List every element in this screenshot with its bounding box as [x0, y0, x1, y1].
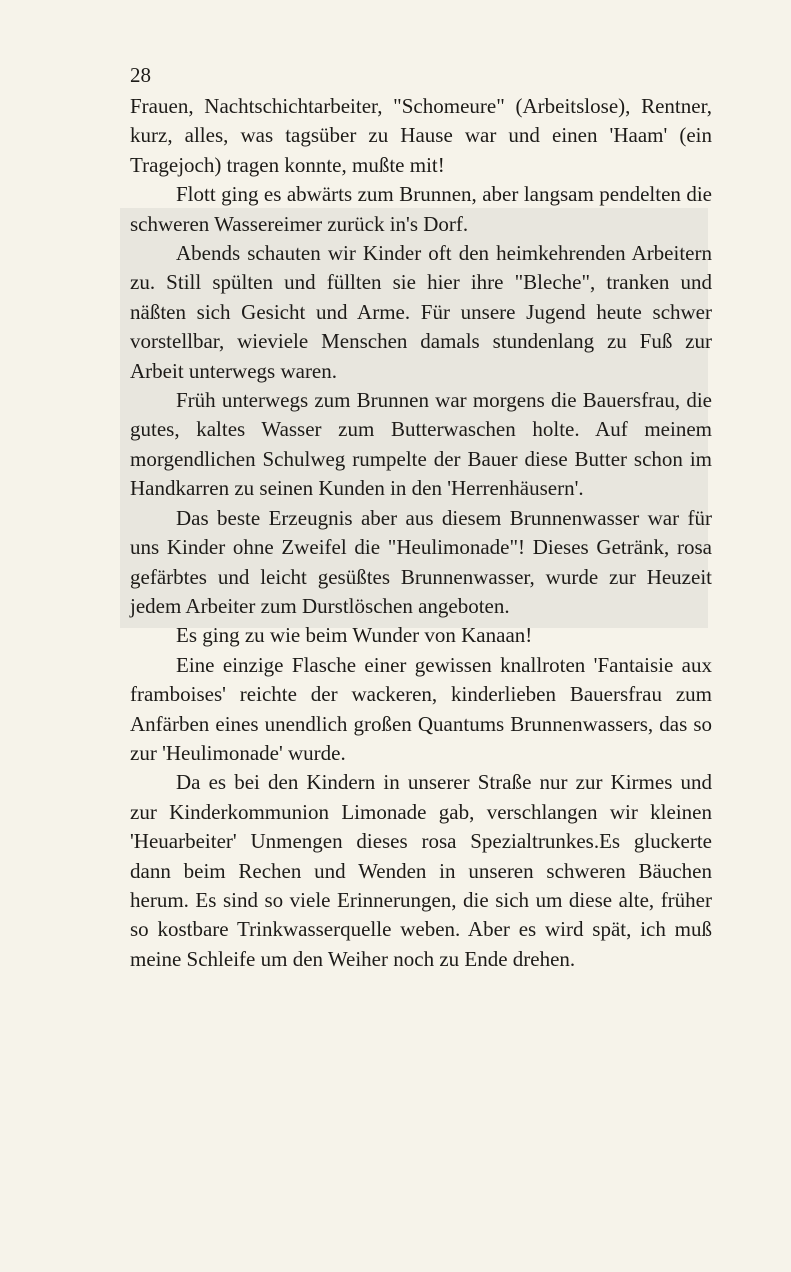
- paragraph-3: Abends schauten wir Kinder oft den heimkehrenden Arbeitern zu. Still spülten und füllten sie hier ihre "Bleche", tranken und näßten sich Gesicht und Arme. Für unsere Jugend heute schwer vorstellbar, wieviele Menschen damals stundenlang zu Fuß zur Arbeit unterwegs waren.: [130, 241, 712, 383]
- paragraph-8: Da es bei den Kindern in unserer Straße nur zur Kirmes und zur Kinderkommunion Limonade gab, verschlangen wir kleinen 'Heuarbeiter' Unmengen dieses rosa Spezialtrunkes.Es gluckerte dann beim Rechen und Wenden in unseren schweren Bäuchen herum. Es sind so viele Erinnerungen, die sich um diese alte, früher so kostbare Trinkwasserquelle weben. Aber es wird spät, ich muß meine Schleife um den Weiher noch zu Ende drehen.: [130, 770, 712, 971]
- paragraph-7: Eine einzige Flasche einer gewissen knallroten 'Fantaisie aux framboises' reichte der wackeren, kinderlieben Bauersfrau zum Anfärben eines unendlich großen Quantums Brunnenwassers, das so zur 'Heulimonade' wurde.: [130, 652, 712, 765]
- page-number: 28: [130, 63, 151, 87]
- paragraph-6: Es ging zu wie beim Wunder von Kanaan!: [176, 623, 533, 648]
- body-text: [130, 92, 712, 974]
- paragraph-1: Frauen, Nachtschichtarbeiter, "Schomeure" (Arbeitslose), Rentner, kurz, alles, was tagsüber zu Hause war und einen 'Haam' (ein Tragejoch) tragen konnte, mußte mit!: [130, 94, 712, 177]
- paragraph-5: Das beste Erzeugnis aber aus diesem Brunnenwasser war für uns Kinder ohne Zweifel die "Heulimonade"! Dieses Getränk, rosa gefärbtes und leicht gesüßtes Brunnenwasser, wurde zur Heuzeit jedem Arbeiter zum Durstlöschen angeboten.: [130, 505, 712, 618]
- paragraph-4: Früh unterwegs zum Brunnen war morgens die Bauersfrau, die gutes, kaltes Wasser zum Butterwaschen holte. Auf meinem morgendlichen Schulweg rumpelte der Bauer diese Butter schon im Handkarren zu seinen Kunden in den 'Herrenhäusern'.: [130, 388, 712, 501]
- paragraph-2: Flott ging es abwärts zum Brunnen, aber langsam pendelten die schweren Wassereimer zurück in's Dorf.: [130, 182, 712, 236]
